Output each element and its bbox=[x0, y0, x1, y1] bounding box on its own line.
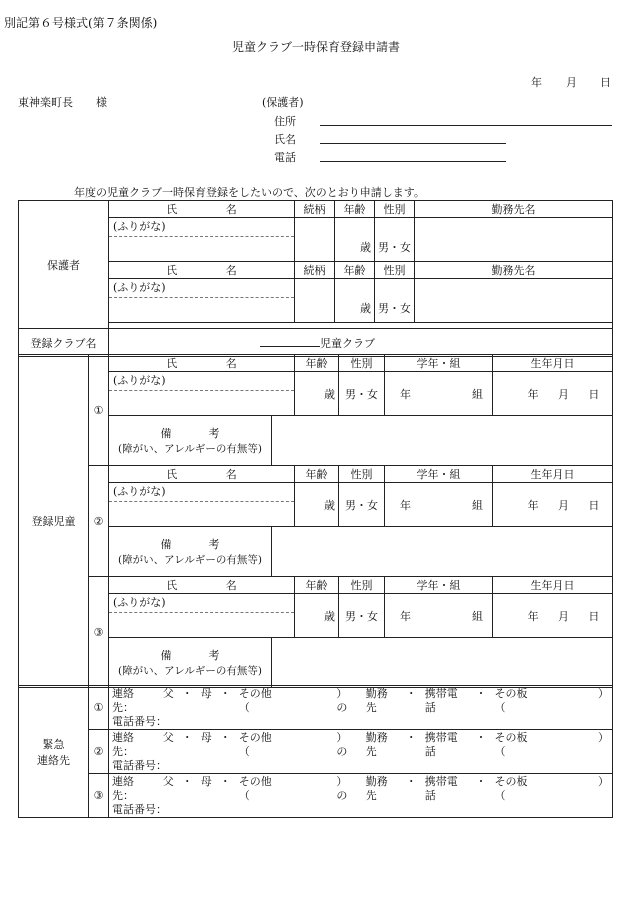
child2-number: ② bbox=[89, 466, 109, 577]
guardian2-name-field[interactable]: (ふりがな) bbox=[109, 279, 295, 323]
intro-text: 年度の児童クラブ一時保育登録をしたいので、次のとおり申請します。 bbox=[74, 186, 425, 199]
page-title: 児童クラブ一時保育登録申請書 bbox=[232, 40, 401, 54]
children-section-label: 登録児童 bbox=[19, 355, 89, 688]
child1-number: ① bbox=[89, 355, 109, 466]
date-year-label: 年 bbox=[531, 76, 542, 89]
child1-remarks-label: 備 考 (障がい、アレルギーの有無等) bbox=[109, 416, 272, 466]
child2-birth-header: 生年月日 bbox=[493, 466, 613, 483]
guardian1-workplace-header: 勤務先名 bbox=[415, 201, 613, 218]
child1-birth-header: 生年月日 bbox=[493, 355, 613, 372]
emergency-section-label: 緊急 連絡先 bbox=[19, 686, 89, 818]
child3-age-header: 年齢 bbox=[295, 577, 339, 594]
child3-name-header: 氏 名 bbox=[109, 577, 295, 594]
guardian1-sex-field[interactable]: 男・女 bbox=[375, 218, 415, 262]
emergency2-number: ② bbox=[89, 730, 109, 774]
guardian-section-label: 保護者 bbox=[19, 201, 109, 329]
emergency3-number: ③ bbox=[89, 774, 109, 818]
child3-remarks-field[interactable] bbox=[272, 638, 613, 688]
child3-birth-field[interactable]: 年 月 日 bbox=[493, 594, 613, 638]
guardian2-workplace-field[interactable] bbox=[415, 279, 613, 323]
child1-remarks-field[interactable] bbox=[272, 416, 613, 466]
club-suffix: 児童クラブ bbox=[320, 336, 375, 350]
child2-name-header: 氏 名 bbox=[109, 466, 295, 483]
phone-label: 電話 bbox=[274, 151, 296, 164]
child2-grade-field[interactable]: 年 組 bbox=[385, 483, 493, 527]
child2-sex-header: 性別 bbox=[339, 466, 385, 483]
emergency-table bbox=[18, 685, 613, 818]
guardian2-name-header: 氏 名 bbox=[109, 262, 295, 279]
child3-sex-header: 性別 bbox=[339, 577, 385, 594]
child2-age-field[interactable]: 歳 bbox=[295, 483, 339, 527]
child3-number: ③ bbox=[89, 577, 109, 688]
child3-birth-header: 生年月日 bbox=[493, 577, 613, 594]
honorific: 様 bbox=[96, 96, 107, 109]
address-label: 住所 bbox=[274, 115, 296, 128]
guardian2-sex-field[interactable]: 男・女 bbox=[375, 279, 415, 323]
emergency3-field[interactable]: 連絡先： 父 ・ 母 ・ その他（ ）の 勤務先 ・ 携帯電話 ・ その板（ ） 電話番号： bbox=[109, 774, 613, 818]
emergency2-field[interactable]: 連絡先： 父 ・ 母 ・ その他（ ）の 勤務先 ・ 携帯電話 ・ その板（ ） 電話番号： bbox=[109, 730, 613, 774]
club-name-field[interactable] bbox=[109, 329, 613, 357]
child1-grade-header: 学年・組 bbox=[385, 355, 493, 372]
guardian1-relation-header: 続柄 bbox=[295, 201, 335, 218]
guardian-table bbox=[18, 200, 613, 357]
date-day-label: 日 bbox=[600, 76, 611, 89]
guardian2-workplace-header: 勤務先名 bbox=[415, 262, 613, 279]
child3-sex-field[interactable]: 男・女 bbox=[339, 594, 385, 638]
child1-age-header: 年齢 bbox=[295, 355, 339, 372]
child2-remarks-field[interactable] bbox=[272, 527, 613, 577]
guardian1-relation-field[interactable] bbox=[295, 218, 335, 262]
child2-age-header: 年齢 bbox=[295, 466, 339, 483]
club-name-label: 登録クラブ名 bbox=[19, 329, 109, 357]
guardian2-relation-field[interactable] bbox=[295, 279, 335, 323]
guardian2-sex-header: 性別 bbox=[375, 262, 415, 279]
child1-age-field[interactable]: 歳 bbox=[295, 372, 339, 416]
child1-grade-field[interactable]: 年 組 bbox=[385, 372, 493, 416]
addressee: 東神楽町長 bbox=[18, 96, 73, 109]
guardian1-age-field[interactable]: 歳 bbox=[335, 218, 375, 262]
child3-grade-header: 学年・組 bbox=[385, 577, 493, 594]
guardian1-workplace-field[interactable] bbox=[415, 218, 613, 262]
child1-sex-header: 性別 bbox=[339, 355, 385, 372]
phone-line[interactable] bbox=[320, 161, 506, 162]
guardian2-age-field[interactable]: 歳 bbox=[335, 279, 375, 323]
date-month-label: 月 bbox=[566, 76, 577, 89]
guardian2-relation-header: 続柄 bbox=[295, 262, 335, 279]
guardian-label: (保護者) bbox=[262, 96, 304, 109]
emergency1-field[interactable]: 連絡先： 父 ・ 母 ・ その他（ ）の 勤務先 ・ 携帯電話 ・ その板（ ） 電話番号： bbox=[109, 686, 613, 730]
guardian1-name-field[interactable]: (ふりがな) bbox=[109, 218, 295, 262]
child2-birth-field[interactable]: 年 月 日 bbox=[493, 483, 613, 527]
form-reference: 別記第６号様式(第７条関係) bbox=[4, 16, 158, 30]
guardian1-sex-header: 性別 bbox=[375, 201, 415, 218]
child2-grade-header: 学年・組 bbox=[385, 466, 493, 483]
guardian2-age-header: 年齢 bbox=[335, 262, 375, 279]
guardian1-name-header: 氏 名 bbox=[109, 201, 295, 218]
child2-remarks-label: 備 考 (障がい、アレルギーの有無等) bbox=[109, 527, 272, 577]
guardian1-age-header: 年齢 bbox=[335, 201, 375, 218]
child1-sex-field[interactable]: 男・女 bbox=[339, 372, 385, 416]
child1-name-header: 氏 名 bbox=[109, 355, 295, 372]
emergency1-number: ① bbox=[89, 686, 109, 730]
address-line[interactable] bbox=[320, 125, 612, 126]
child3-remarks-label: 備 考 (障がい、アレルギーの有無等) bbox=[109, 638, 272, 688]
child3-name-field[interactable]: (ふりがな) bbox=[109, 594, 295, 638]
children-table bbox=[18, 354, 613, 688]
child1-name-field[interactable]: (ふりがな) bbox=[109, 372, 295, 416]
child2-sex-field[interactable]: 男・女 bbox=[339, 483, 385, 527]
child2-name-field[interactable]: (ふりがな) bbox=[109, 483, 295, 527]
name-line[interactable] bbox=[320, 143, 506, 144]
child1-birth-field[interactable]: 年 月 日 bbox=[493, 372, 613, 416]
child3-age-field[interactable]: 歳 bbox=[295, 594, 339, 638]
child3-grade-field[interactable]: 年 組 bbox=[385, 594, 493, 638]
name-label: 氏名 bbox=[274, 133, 296, 146]
